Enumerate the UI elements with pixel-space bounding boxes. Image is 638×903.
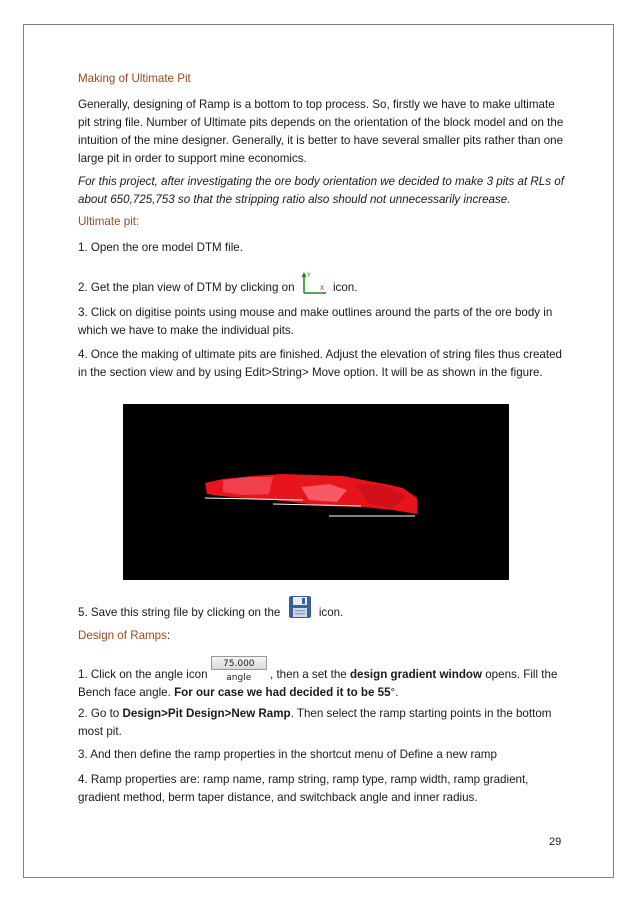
step-new-ramp-after: . Then select the ramp starting points in the bottom most pit. <box>78 707 552 738</box>
floppy-save-icon <box>286 594 314 620</box>
step-angle-after: opens. Fill the Bench face angle. <box>78 668 558 699</box>
step-angle-mid: , then a set the <box>270 668 347 681</box>
step-new-ramp <box>78 705 568 741</box>
step-save-string <box>78 600 568 626</box>
page-number: 29 <box>549 836 562 848</box>
degree-symbol: ° <box>390 686 396 699</box>
step-plan-view-icon-suffix: icon. <box>332 281 358 295</box>
heading-design-of-ramps-text: Design of Ramps <box>78 629 167 642</box>
axis-x-label: X <box>319 285 324 292</box>
step-plan-view <box>78 272 568 301</box>
step-angle-end: . <box>395 686 399 699</box>
axis-y-label: Y <box>306 272 311 279</box>
paragraph-italic-note: For this project, after investigating the ore body orientation we decided to make 3 pits at RLs of about 650,725,753 so that the stripping ratio also should not unnecessarily increase. <box>78 175 564 206</box>
bench-angle-decision: For our case we had decided it to be 55 <box>174 686 391 699</box>
angle-icon[interactable]: 75.000 angle <box>211 656 267 670</box>
step-define-ramp-properties: 3. And then define the ramp properties in the shortcut menu of Define a new ramp <box>78 748 497 761</box>
step-save-string-suffix: icon. <box>318 606 344 620</box>
step-ramp-properties-list: 4. Ramp properties are: ramp name, ramp string, ramp type, ramp width, ramp gradient, gradient method, berm taper distance, and switchback angle and inner radius. <box>78 773 529 804</box>
step-new-ramp-before: 2. Go to <box>78 707 120 720</box>
heading-design-of-ramps <box>78 627 568 645</box>
plan-view-axes-icon <box>300 269 328 295</box>
pit-strings-graphic <box>123 404 509 580</box>
save-string-icon[interactable] <box>286 594 314 620</box>
step-angle-icon <box>78 656 568 702</box>
step-digitise-points: 3. Click on digitise points using mouse and make outlines around the parts of the ore body in which we have to make the individual pits. <box>78 306 553 337</box>
heading-making-ultimate-pit: Making of Ultimate Pit <box>78 72 191 85</box>
step-angle-text: 1. Click on the angle icon <box>78 668 208 681</box>
section-view-figure <box>123 404 509 580</box>
step-save-string-text: 5. Save this string file by clicking on the <box>78 606 281 620</box>
paragraph-intro: Generally, designing of Ramp is a bottom to top process. So, firstly we have to make ultimate pit string file. Number of Ultimate pits depends on the orientation of the block model and on the intuition of the mine designer. Generally, it is better to have several smaller pits rather than one large pit in order to support mine economics. <box>78 98 564 165</box>
plan-view-icon[interactable] <box>300 269 328 295</box>
pit-highlight-1 <box>223 477 273 495</box>
step-adjust-elevation: 4. Once the making of ultimate pits are finished. Adjust the elevation of string files thus created in the section view and by using Edit>String> Move option. It will be as shown in the figure. <box>78 348 562 379</box>
heading-ultimate-pit: Ultimate pit: <box>78 215 140 228</box>
step-plan-view-text: 2. Get the plan view of DTM by clicking on <box>78 281 295 295</box>
new-ramp-menu-path: Design>Pit Design>New Ramp <box>122 707 291 720</box>
heading-design-of-ramps-colon: : <box>166 629 171 642</box>
step-open-dtm: 1. Open the ore model DTM file. <box>78 241 243 254</box>
design-gradient-window-text: design gradient window <box>349 668 482 681</box>
